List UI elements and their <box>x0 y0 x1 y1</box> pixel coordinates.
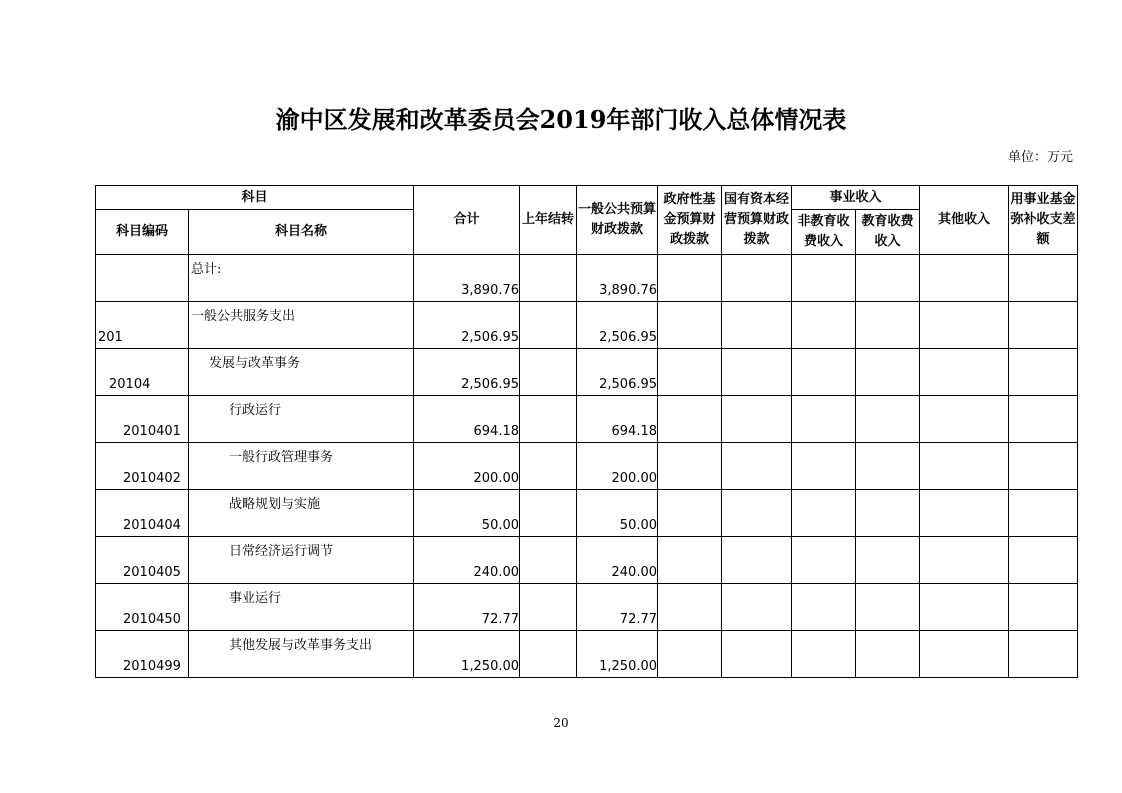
cell-carryover <box>520 537 577 584</box>
cell-general: 1,250.00 <box>577 631 658 678</box>
cell-edu <box>856 584 920 631</box>
cell-edu <box>856 396 920 443</box>
cell-non-edu <box>792 396 856 443</box>
cell-name: 一般行政管理事务 <box>189 443 414 490</box>
cell-name: 发展与改革事务 <box>189 349 414 396</box>
page-title: 渝中区发展和改革委员会2019年部门收入总体情况表 <box>275 105 847 134</box>
cell-gov-fund <box>658 631 722 678</box>
cell-name: 战略规划与实施 <box>189 490 414 537</box>
table-row <box>96 584 1078 631</box>
page-number: 20 <box>553 716 569 730</box>
cell-edu <box>856 490 920 537</box>
cell-non-edu <box>792 349 856 396</box>
header-total: 合计 <box>414 186 520 255</box>
cell-general: 694.18 <box>577 396 658 443</box>
cell-state-capital <box>722 631 792 678</box>
cell-total: 3,890.76 <box>414 255 520 302</box>
cell-code: 20104 <box>96 349 189 396</box>
cell-gov-fund <box>658 537 722 584</box>
cell-total: 72.77 <box>414 584 520 631</box>
cell-code: 2010405 <box>96 537 189 584</box>
cell-state-capital <box>722 396 792 443</box>
header-business-fund: 用事业基金弥补收支差额 <box>1009 186 1078 255</box>
cell-gov-fund <box>658 490 722 537</box>
table-row <box>96 443 1078 490</box>
cell-edu <box>856 537 920 584</box>
table-row <box>96 302 1078 349</box>
cell-code: 2010402 <box>96 443 189 490</box>
cell-state-capital <box>722 584 792 631</box>
header-subject-code: 科目编码 <box>96 210 189 255</box>
cell-gov-fund <box>658 255 722 302</box>
cell-name: 行政运行 <box>189 396 414 443</box>
header-subject: 科目 <box>96 186 414 210</box>
cell-state-capital <box>722 255 792 302</box>
cell-carryover <box>520 443 577 490</box>
cell-general: 50.00 <box>577 490 658 537</box>
header-carryover: 上年结转 <box>520 186 577 255</box>
cell-other <box>920 396 1009 443</box>
header-business-income: 事业收入 <box>792 186 920 210</box>
table-body <box>96 255 1078 678</box>
cell-general: 2,506.95 <box>577 302 658 349</box>
header-gov-fund: 政府性基金预算财政拨款 <box>658 186 722 255</box>
unit-label: 单位：万元 <box>1007 150 1073 165</box>
cell-fund <box>1009 584 1078 631</box>
cell-general: 200.00 <box>577 443 658 490</box>
cell-code: 2010401 <box>96 396 189 443</box>
cell-fund <box>1009 255 1078 302</box>
table-row <box>96 631 1078 678</box>
cell-code: 2010404 <box>96 490 189 537</box>
cell-state-capital <box>722 537 792 584</box>
cell-name: 一般公共服务支出 <box>189 302 414 349</box>
cell-total: 50.00 <box>414 490 520 537</box>
cell-carryover <box>520 631 577 678</box>
cell-other <box>920 443 1009 490</box>
cell-code: 2010499 <box>96 631 189 678</box>
cell-name: 事业运行 <box>189 584 414 631</box>
cell-code: 201 <box>96 302 189 349</box>
cell-other <box>920 490 1009 537</box>
cell-gov-fund <box>658 349 722 396</box>
header-other-income: 其他收入 <box>920 186 1009 255</box>
cell-fund <box>1009 490 1078 537</box>
header-non-edu-fee: 非教育收费收入 <box>792 210 856 255</box>
cell-edu <box>856 255 920 302</box>
cell-total: 2,506.95 <box>414 349 520 396</box>
cell-carryover <box>520 349 577 396</box>
cell-edu <box>856 631 920 678</box>
cell-general: 3,890.76 <box>577 255 658 302</box>
table-row <box>96 537 1078 584</box>
cell-non-edu <box>792 537 856 584</box>
cell-gov-fund <box>658 302 722 349</box>
cell-non-edu <box>792 443 856 490</box>
table-row <box>96 255 1078 302</box>
cell-fund <box>1009 302 1078 349</box>
cell-name: 其他发展与改革事务支出 <box>189 631 414 678</box>
cell-non-edu <box>792 302 856 349</box>
header-subject-name: 科目名称 <box>189 210 414 255</box>
cell-general: 72.77 <box>577 584 658 631</box>
cell-edu <box>856 302 920 349</box>
cell-carryover <box>520 396 577 443</box>
cell-fund <box>1009 537 1078 584</box>
cell-carryover <box>520 302 577 349</box>
cell-name: 日常经济运行调节 <box>189 537 414 584</box>
cell-total: 200.00 <box>414 443 520 490</box>
cell-total: 694.18 <box>414 396 520 443</box>
cell-non-edu <box>792 584 856 631</box>
cell-edu <box>856 443 920 490</box>
cell-other <box>920 302 1009 349</box>
cell-edu <box>856 349 920 396</box>
cell-other <box>920 255 1009 302</box>
cell-fund <box>1009 631 1078 678</box>
cell-gov-fund <box>658 584 722 631</box>
cell-other <box>920 584 1009 631</box>
cell-other <box>920 631 1009 678</box>
cell-carryover <box>520 255 577 302</box>
cell-code <box>96 255 189 302</box>
cell-other <box>920 537 1009 584</box>
cell-total: 1,250.00 <box>414 631 520 678</box>
cell-carryover <box>520 584 577 631</box>
cell-fund <box>1009 443 1078 490</box>
cell-non-edu <box>792 490 856 537</box>
header-edu-fee: 教育收费收入 <box>856 210 920 255</box>
cell-other <box>920 349 1009 396</box>
table-row <box>96 490 1078 537</box>
cell-fund <box>1009 349 1078 396</box>
cell-code: 2010450 <box>96 584 189 631</box>
cell-gov-fund <box>658 396 722 443</box>
header-state-capital: 国有资本经营预算财政拨款 <box>722 186 792 255</box>
cell-total: 2,506.95 <box>414 302 520 349</box>
income-table <box>95 185 1078 678</box>
cell-name: 总计: <box>189 255 414 302</box>
cell-state-capital <box>722 490 792 537</box>
cell-state-capital <box>722 443 792 490</box>
cell-total: 240.00 <box>414 537 520 584</box>
cell-general: 240.00 <box>577 537 658 584</box>
cell-state-capital <box>722 349 792 396</box>
cell-fund <box>1009 396 1078 443</box>
cell-general: 2,506.95 <box>577 349 658 396</box>
cell-state-capital <box>722 302 792 349</box>
table-row <box>96 349 1078 396</box>
cell-non-edu <box>792 255 856 302</box>
cell-carryover <box>520 490 577 537</box>
table-row <box>96 396 1078 443</box>
header-general-budget: 一般公共预算财政拨款 <box>577 186 658 255</box>
cell-non-edu <box>792 631 856 678</box>
cell-gov-fund <box>658 443 722 490</box>
